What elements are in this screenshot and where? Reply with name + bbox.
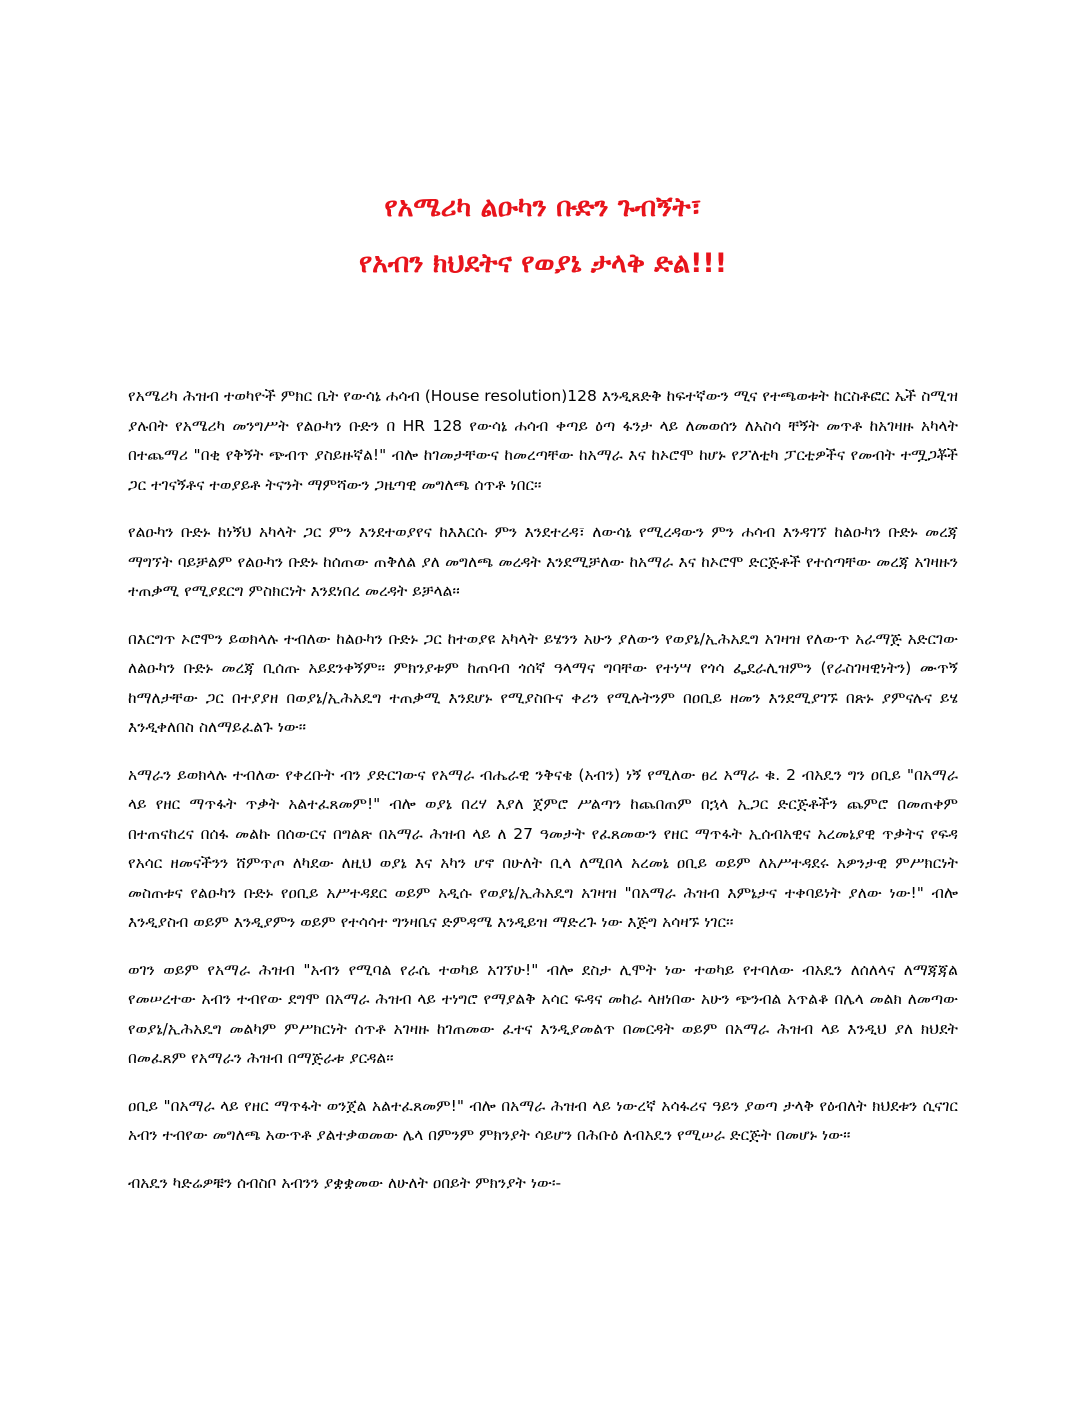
paragraph-6: ዐቢይ "በአማራ ላይ የዘር ማጥፋት ወንጀል አልተፈጸመም!" ብሎ በአማራ ሕዝብ ላይ ነውረኛ አሳፋሪና ዓይን ያወጣ ታላቅ የዕብለት ክህደቱን ሲናገር አብን ተብየው መግለጫ አውጥቶ ያልተቃወመው ሌላ በምንም ምክንያት ሳይሆን በሕቡዕ ለብአዴን የሚሠራ ድርጅት በመሆኑ ነው፡፡: [128, 1096, 958, 1144]
document-page: [128, 190, 958, 1216]
paragraph-4: አማራን ይወክላሉ ተብለው የቀረቡት ብን ያድርገውና የአማራ ብሔራዊ ንቅናቄ (አብን) ነኝ የሚለው ፀረ አማራ ቁ. 2 ብአዴን ግን ዐቢይ "በአማራ ላይ የዘር ማጥፋት ጥቃት አልተፈጸመም!" ብሎ ወያኔ በረሃ እያለ ጀምሮ ሥልጣን ከጨበጠም በኋላ ኢጋር ድርጅቶችን ጨምሮ በመጠቀም በተጠናከረና በሰፋ መልኩ በሰውርና በግልጽ በአማራ ሕዝብ ላይ ለ 27 ዓመታት የፈጸመውን የዘር ማጥፋት ኢሰብአዊና አረመኔያዊ ጥቃትና የፍዳ የአሳር ዘመናችንን ሸምጥጦ ለካደው ለዚህ ወያኔ እና አካን ሆኖ በሁለት ቢላ ለሚበላ አረመኔ ዐቢይ ወይም ለአሥተዳደሩ አዎንታዊ ምሥክርነት መስጠቱና የልዑካን ቡድኑ የዐቢይ አሥተዳደር ወይም አዲሱ የወያኔ/ኢሕአዴግ አገዛዝ "በአማራ ሕዝብ እምኔታና ተቀባይነት ያለው ነው!" ብሎ እንዲያስብ ወይም እንዲያምን ወይም የተሳሳተ ግንዛቤና ድምዳሜ እንዲይዝ ማድረጉ ነው እጅግ አሳዛኙ ነገር፡፡: [128, 765, 958, 931]
paragraph-3: በእርግጥ ኦሮሞን ይወክላሉ ተብለው ከልዑካን ቡድኑ ጋር ከተወያዩ አካላት ይሄንን አሁን ያለውን የወያኔ/ኢሕአዴግ አገዛዝ የለውጥ አራማጅ አድርገው ለልዑካን ቡድኑ መረጃ ቢሰጡ አይደንቀኝም፡፡ ምክንያቱም ከጠባብ ጎሰኛ ዓላማና ግባቸው የተነሣ የጎሳ ፌደራሊዝምን (የራስገዛዊነትን) ሙጥኝ ከማለታቸው ጋር በተያያዘ በወያኔ/ኢሕአዴግ ተጠቃሚ እንደሆኑ የሚያስቡና ቀሪን የሚሉትንም በዐቢይ ዘመን እንደሚያገኙ በጽኑ ያምናሉና ይሄ እንዲቀለበስ ስለማይፈልጉ ነው፡፡: [128, 629, 958, 736]
document-body: [128, 382, 958, 1198]
paragraph-2: የልዑካን ቡድኑ ከነኝህ አካላት ጋር ምን እንደተወያየና ከእእርሱ ምን እንደተረዳ፣ ለውሳኔ የሚረዳውን ምን ሐሳብ እንዳገኘ ከልዑካን ቡድኑ መረጃ ማግኘት ባይቻልም የልዑካን ቡድኑ ከሰጠው ጠቅለል ያለ መግለጫ መረዳት እንደሚቻለው ከአማራ እና ከኦሮሞ ድርጅቶች የተሰጣቸው መረጃ አገዛዙን ተጠቃሚ የሚያደርግ ምስክርነት እንደነበረ መረዳት ይቻላል፡፡: [128, 523, 958, 600]
paragraph-1: የአሜሪካ ሕዝብ ተወካዮች ምክር ቤት የውሳኔ ሐሳብ (House resolution)128 እንዲጸድቅ ከፍተኛውን ሚና የተጫወቱት ከርስቶፎር ኤች ስሚዝ ያሉበት የአሜሪካ መንግሥት የልዑካን ቡድን በ HR 128 የውሳኔ ሐሳብ ቀጣይ ዕጣ ፋንታ ላይ ለመወሰን ለአስሳ ቸኝት መጥቶ ከአገዛዙ አካላት በተጨማሪ "በቂ የቅኝት ጭብጥ ያስይዙኛል!" ብሎ ከገመታቸውና ከመረጣቸው ከአማራ እና ከኦሮሞ ከሆኑ የፖለቲካ ፓርቲዎችና የመብት ተሟጋቾች ጋር ተገናኝቶና ተወያይቶ ትናንት ማምሻውን ጋዜጣዊ መግለጫ ሰጥቶ ነበር፡፡: [128, 387, 958, 494]
document-title-line-2: የአብን ክህደትና የወያኔ ታላቅ ድል!!!: [358, 248, 728, 279]
document-title-line-1: የአሜሪካ ልዑካን ቡድን ጉብኝት፣: [384, 192, 702, 223]
paragraph-5: ወገን ወይም የአማራ ሕዝብ "አብን የሚባል የራሴ ተወካይ አገኘሁ!" ብሎ ደስታ ሊሞት ነው ተወካይ የተባለው ብአዴን ለሰለላና ለማጃጃል የመሠረተው አብን ተብየው ደግሞ በአማራ ሕዝብ ላይ ተነግሮ የማያልቅ አሳር ፍዳና መከራ ላዘነበው አሁን ጭንብል አጥልቆ በሌላ መልክ ለመጣው የወያኔ/ኢሕአዴግ መልካም ምሥክርነት ሰጥቶ አገዛዙ ከገጠመው ፈተና እንዲያመልጥ በመርዳት ወይም በአማራ ሕዝብ ላይ እንዲህ ያለ ክህደት በመፈጸም የአማራን ሕዝብ በማጅራቱ ያርዳል፡፡: [128, 960, 958, 1067]
paragraph-7: ብአዴን ካድሬዎቹን ሰብስቦ አብንን ያቋቋመው ለሁለት ዐበይት ምክንያት ነው፡-: [128, 1173, 562, 1192]
